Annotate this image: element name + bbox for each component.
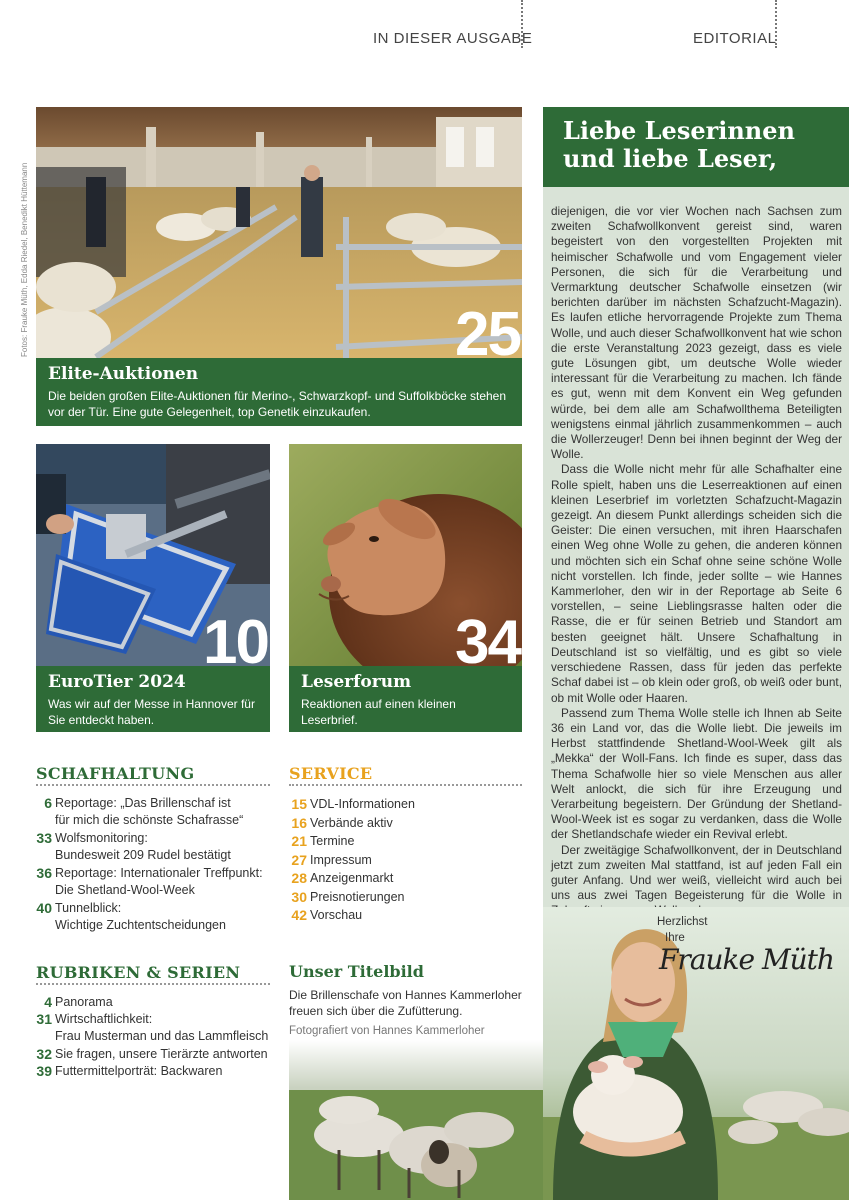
editor-signature: Frauke Müth — [659, 943, 834, 976]
feature-photo-auction-hall[interactable] — [36, 107, 522, 358]
feature-text: Die beiden großen Elite-Auktionen für Merino-, Schwarzkopf- und Suffolkböcke stehen vor der Tür. Eine gute Gelegenheit, top Genetik einzukaufen. — [48, 389, 507, 419]
toc-label-rest: : Backwaren — [153, 1064, 223, 1078]
toc-page-number: 30 — [291, 888, 307, 905]
section-divider — [36, 784, 270, 786]
editorial-paragraph: Dass die Wolle nicht mehr für alle Schafhalter eine Rolle spielt, haben uns die Leserreaktionen auf einen kleinen Leserbrief im vorletzten Schafzucht-Magazin gezeigt. An diesem Punkt allerdings scheiden sich die Geister: Die einen versuchen, mit ihren Haarschafen einen Weg ohne Wolle zu gehen, die anderen können und möchten sich ein Schaf ohne seine schöne Wolle nicht vorstellen. Ich finde, jeder sollte – wie Hannes Kammerloher, den wir in der Reportage ab Seite 6 vorstellen, – seine Lieblingsrasse halten oder die Rasse, die er für seinen Betrieb und Standort am besten geeignet hält. Unsere Schafhaltung in Deutschland ist so vielfältig, und es gibt so viele verschiedene Rassen, dass für jeden das perfekte Schaf dabei ist – ob klein oder groß, ob weiß oder bunt, ob mit Wolle oder Haaren. — [551, 462, 842, 705]
toc-label: Impressum — [310, 852, 372, 867]
feature-page-number: 10 — [203, 608, 268, 666]
feature-caption-eurotier[interactable] — [36, 666, 270, 732]
editorial-headline — [563, 117, 795, 173]
toc-service — [289, 795, 522, 925]
toc-subline: für mich die schönste Schafrasse“ — [55, 813, 244, 827]
editorial-headline-line1: Liebe Leserinnen — [563, 116, 795, 145]
toc-label: VDL-Informationen — [310, 797, 415, 811]
cover-image-title: Unser Titelbild — [289, 962, 424, 981]
toc-label: Reportage — [55, 866, 114, 880]
editorial-greeting — [657, 914, 707, 946]
feature-title: Elite-Auktionen — [48, 364, 199, 384]
editorial-greeting-line2: Ihre — [665, 932, 685, 944]
auction-hall-image — [36, 107, 522, 358]
feature-text: Reaktionen auf einen kleinen Leserbrief. — [301, 697, 456, 727]
toc-page-number: 31 — [36, 1011, 52, 1027]
section-divider — [36, 983, 270, 985]
toc-label: Wolfsmonitoring — [55, 831, 145, 845]
toc-page-number: 42 — [291, 907, 307, 923]
feature-page-number: 25 — [455, 300, 520, 358]
feature-caption-auction[interactable] — [36, 358, 522, 426]
section-title-service: SERVICE — [289, 764, 373, 783]
toc-label: Verbände aktiv — [310, 815, 393, 830]
toc-label-rest: : — [148, 1012, 153, 1026]
editorial-text — [551, 204, 842, 919]
toc-label: Preisnotierungen — [310, 889, 405, 904]
toc-page-number: 36 — [36, 865, 52, 881]
editorial-paragraph: Passend zum Thema Wolle stelle ich Ihnen ab Seite 36 ein Land vor, das die Wolle liebt. Die jeweils im Herbst stattfindende Shetland-Wool-Week gilt als „Mekka“ der Woll-Fans. Ich finde es super, dass das Thema Schafwolle hier so viele Menschen aus aller Welt anlockt, die sich für ihre Erzeugung und Verarbeitung begeistern. Der Gründung der Shetland-Wool-Week ist es sogar zu verdanken, dass die Wolle der Shetlandschafe wieder ein Revival erlebt. — [551, 705, 842, 842]
toc-item[interactable] — [36, 900, 276, 917]
toc-label: Futtermittelporträt — [55, 1064, 154, 1078]
toc-page-number: 15 — [291, 796, 307, 812]
toc-label: Panorama — [55, 995, 113, 1009]
toc-label-rest: : — [117, 901, 122, 915]
editorial-paragraph: diejenigen, die vor vier Wochen nach Sachsen zum zweiten Schafwollkonvent gereist sind, waren begeistert von den vorgestellten Projekten mit heimischer Schafwolle und vom Engagement vieler Personen, die sich für die Verarbeitung und Vermarktung deutscher Schafwolle einsetzen (wir berichten darüber im nächsten Schafzucht-Magazin). Es laufen etliche hervorragende Projekte zum Thema Wolle, und auch dieser Schafwollkonvent hat wie schon die erste Veranstaltung 2023 gezeigt, dass es viele gute Lösungen gibt, um deutsche Wolle wieder interessant für die Verarbeitung zu machen. Ich fände es gut, wenn mit dem Konvent ein Weg gefunden würde, bei dem alle am Schafwollthema Beteiligten wenigstens einmal jährlich zusammenkommen – auch die Wollerzeuger! Denn bei ihnen beginnt der Weg der Wolle. — [551, 204, 842, 462]
feature-title: Leserforum — [301, 672, 412, 692]
feature-title: EuroTier 2024 — [48, 672, 186, 692]
toc-item[interactable] — [36, 795, 276, 812]
header-editorial-label: EDITORIAL — [693, 30, 777, 47]
toc-subline: Wichtige Zuchtentscheidungen — [55, 918, 226, 932]
toc-schafhaltung — [36, 795, 276, 935]
toc-item[interactable] — [36, 1011, 276, 1028]
toc-item[interactable] — [289, 906, 522, 925]
toc-item[interactable] — [289, 795, 522, 814]
toc-rubriken — [36, 994, 276, 1080]
section-divider — [289, 784, 522, 786]
toc-label: Anzeigenmarkt — [310, 871, 394, 885]
toc-item[interactable] — [289, 832, 522, 851]
editorial-headline-line2: und liebe Leser, — [563, 144, 778, 173]
toc-item[interactable] — [36, 1046, 276, 1063]
feature-text: Was wir auf der Messe in Hannover für Sie entdeckt haben. — [48, 697, 255, 727]
toc-page-number: 28 — [291, 870, 307, 886]
toc-item[interactable] — [289, 869, 522, 888]
toc-page-number: 21 — [291, 833, 307, 849]
toc-item[interactable] — [36, 994, 276, 1011]
toc-label: Termine — [310, 834, 355, 848]
toc-page-number: 16 — [291, 814, 307, 831]
toc-label: Sie fragen, unsere Tierärzte antworten — [55, 1047, 268, 1061]
feature-caption-leserforum[interactable] — [289, 666, 522, 732]
editorial-greeting-line1: Herzlichst — [657, 916, 708, 928]
toc-label: Tunnelblick — [55, 901, 118, 915]
toc-page-number: 32 — [36, 1046, 52, 1062]
editorial-paragraph: Der zweitägige Schafwollkonvent, der in Deutschland jetzt zum zweiten Mal stattfand, ist auf jeden Fall ein guter Anfang. Und wer weiß, vielleicht wird auch bei uns aus zwei Tagen Begeisterung für die Wolle in — [551, 842, 842, 903]
toc-item[interactable] — [289, 888, 522, 907]
toc-subline: Die Shetland-Wool-Week — [55, 883, 195, 897]
toc-label: Wirtschaftlichkeit — [55, 1012, 149, 1026]
toc-item[interactable] — [36, 865, 276, 882]
toc-subline: Bundesweit 209 Rudel bestätigt — [55, 848, 231, 862]
section-title-rubriken: RUBRIKEN & SERIEN — [36, 963, 241, 982]
photo-credit-text: Fotos: Frauke Müth, Edda Riedel, Benedikt Hüttemann — [20, 162, 29, 357]
toc-page-number: 27 — [291, 851, 307, 868]
feature-photo-eurotier[interactable] — [36, 444, 270, 666]
toc-label: Reportage — [55, 796, 114, 810]
toc-label-rest: : — [144, 831, 148, 845]
toc-subline: Frau Musterman und das Lammfleisch — [55, 1029, 269, 1043]
toc-page-number: 40 — [36, 900, 52, 916]
toc-label-rest: : Internationaler Treffpunkt: — [113, 866, 263, 880]
toc-page-number: 6 — [44, 795, 52, 811]
cover-image-credit: Fotografiert von Hannes Kammerloher — [289, 1025, 485, 1037]
toc-label-rest: : „Das Brillenschaf ist — [113, 796, 231, 810]
cover-image-text: Die Brillenschafe von Hannes Kammerloher freuen sich über die Zufütterung. — [289, 988, 522, 1018]
toc-page-number: 4 — [44, 994, 52, 1010]
photo-credit — [20, 107, 34, 357]
header-section-label: IN DIESER AUSGABE — [373, 30, 533, 47]
toc-item[interactable] — [289, 851, 522, 870]
toc-item[interactable] — [36, 1063, 276, 1080]
toc-page-number: 39 — [36, 1063, 52, 1079]
section-title-schafhaltung: SCHAFHALTUNG — [36, 764, 195, 783]
toc-page-number: 33 — [36, 830, 52, 846]
feature-page-number: 34 — [455, 608, 520, 666]
feature-photo-sheep-portrait[interactable] — [289, 444, 522, 666]
toc-item[interactable] — [289, 814, 522, 833]
toc-label: Vorschau — [310, 908, 363, 922]
toc-item[interactable] — [36, 830, 276, 847]
